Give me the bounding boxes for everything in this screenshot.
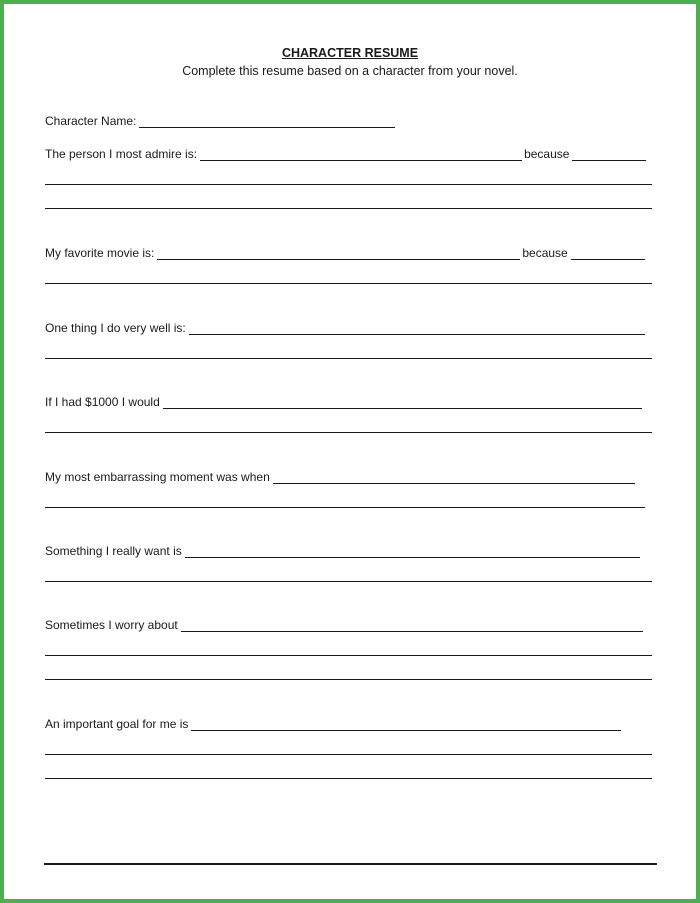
goal-blank[interactable]	[191, 719, 621, 731]
page-title: CHARACTER RESUME	[281, 46, 419, 60]
answer-line[interactable]	[45, 778, 652, 779]
do-well-label: One thing I do very well is:	[45, 321, 186, 335]
character-name-label: Character Name:	[45, 114, 137, 128]
field-movie	[45, 244, 645, 260]
field-worry	[45, 616, 643, 632]
worry-blank[interactable]	[181, 620, 643, 632]
admire-label: The person I most admire is:	[45, 147, 198, 161]
answer-line[interactable]	[45, 358, 652, 359]
admire-because-label: because	[524, 147, 570, 161]
admire-blank[interactable]	[200, 149, 522, 161]
field-want	[45, 542, 640, 558]
answer-line[interactable]	[45, 655, 652, 656]
movie-blank[interactable]	[157, 248, 520, 260]
answer-line[interactable]	[45, 283, 652, 284]
answer-line[interactable]	[45, 507, 645, 508]
want-label: Something I really want is	[45, 544, 182, 558]
answer-line[interactable]	[45, 208, 652, 209]
thousand-label: If I had $1000 I would	[45, 395, 160, 409]
field-do-well	[45, 319, 645, 335]
answer-line[interactable]	[45, 754, 652, 755]
answer-line[interactable]	[45, 184, 652, 185]
movie-because-blank[interactable]	[571, 248, 645, 260]
field-admire	[45, 145, 646, 161]
field-thousand	[45, 393, 642, 409]
embarrassing-blank[interactable]	[273, 472, 635, 484]
movie-label: My favorite movie is:	[45, 246, 155, 260]
embarrassing-label: My most embarrassing moment was when	[45, 470, 270, 484]
do-well-blank[interactable]	[189, 323, 645, 335]
field-goal	[45, 715, 621, 731]
resume-sheet	[4, 4, 696, 899]
want-blank[interactable]	[185, 546, 640, 558]
answer-line[interactable]	[45, 581, 652, 582]
admire-because-blank[interactable]	[572, 149, 646, 161]
character-name-blank[interactable]	[139, 116, 395, 128]
goal-label: An important goal for me is	[45, 717, 189, 731]
bottom-rule	[44, 863, 657, 865]
answer-line[interactable]	[45, 679, 652, 680]
field-character-name	[45, 112, 395, 128]
worry-label: Sometimes I worry about	[45, 618, 178, 632]
field-embarrassing	[45, 468, 635, 484]
thousand-blank[interactable]	[163, 397, 642, 409]
page-subtitle: Complete this resume based on a character from your novel.	[182, 64, 518, 78]
answer-line[interactable]	[45, 432, 652, 433]
movie-because-label: because	[522, 246, 568, 260]
